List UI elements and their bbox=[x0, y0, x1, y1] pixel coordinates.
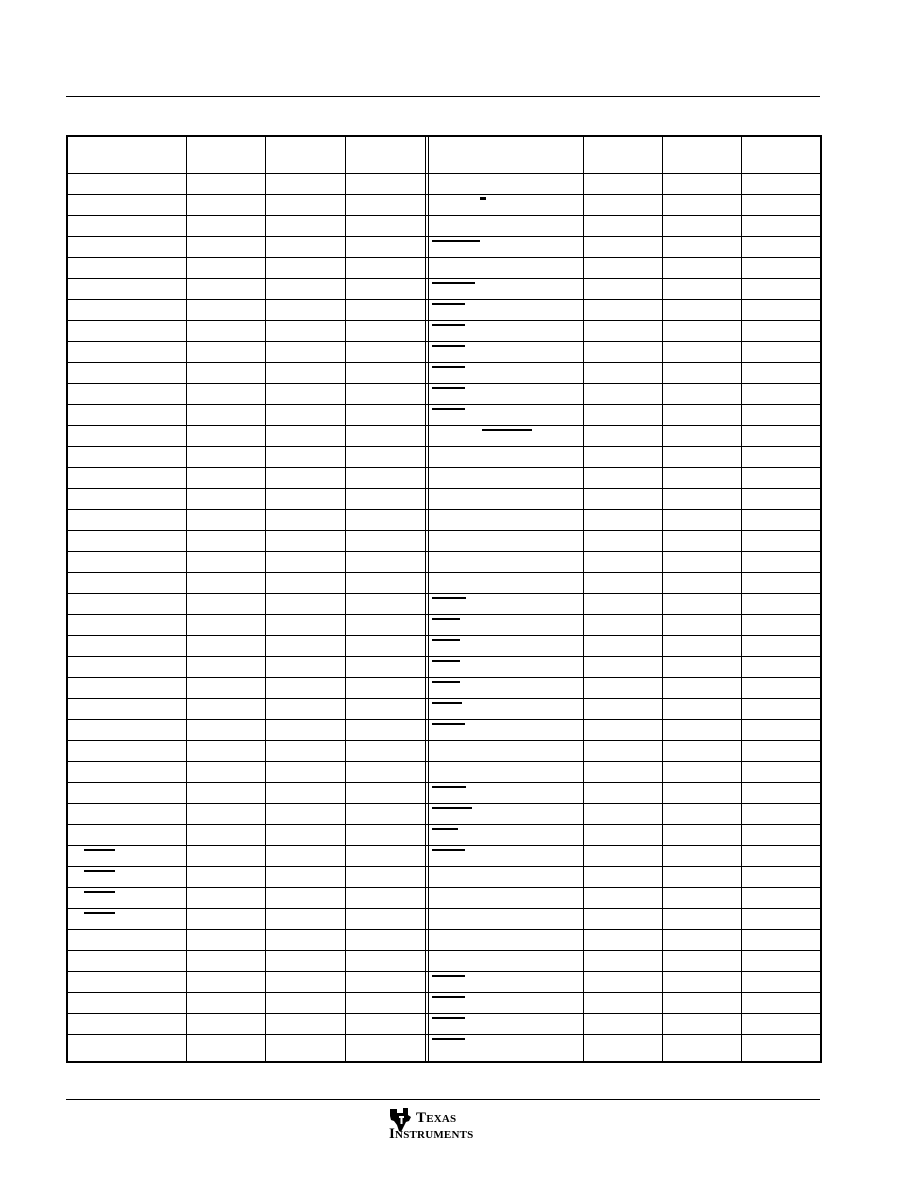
signal-overbar bbox=[84, 870, 115, 872]
signal-mark bbox=[480, 197, 486, 200]
table-row-line bbox=[68, 593, 820, 594]
table-row-line bbox=[68, 530, 820, 531]
table-row-line bbox=[68, 803, 820, 804]
signal-overbar bbox=[432, 849, 465, 851]
table-column-divider bbox=[425, 137, 429, 1061]
texas-instruments-logo bbox=[388, 1107, 498, 1147]
table-column-line bbox=[265, 137, 266, 1061]
table-row-line bbox=[68, 278, 820, 279]
table-row-line bbox=[68, 845, 820, 846]
table-row-line bbox=[68, 194, 820, 195]
logo-wordmark-texas: TEXAS bbox=[416, 1110, 457, 1126]
table-row-line bbox=[68, 950, 820, 951]
signal-overbar bbox=[432, 282, 475, 284]
signal-overbar bbox=[432, 807, 472, 809]
table-row-line bbox=[68, 782, 820, 783]
table-row-line bbox=[68, 236, 820, 237]
signal-overbar bbox=[432, 723, 465, 725]
signal-overbar bbox=[482, 429, 532, 431]
table-row-line bbox=[68, 929, 820, 930]
signal-overbar bbox=[432, 975, 465, 977]
table-row-line bbox=[68, 509, 820, 510]
signal-overbar bbox=[432, 702, 462, 704]
table-row-line bbox=[68, 446, 820, 447]
table-row-line bbox=[68, 299, 820, 300]
table-row-line bbox=[68, 824, 820, 825]
signal-overbar bbox=[432, 303, 465, 305]
footer-rule bbox=[66, 1099, 820, 1100]
signal-overbar bbox=[432, 639, 460, 641]
table-column-line bbox=[345, 137, 346, 1061]
logo-wordmark-instruments: INSTRUMENTS bbox=[389, 1126, 474, 1142]
signal-overbar bbox=[432, 345, 465, 347]
table-column-line bbox=[583, 137, 584, 1061]
pinout-table bbox=[66, 135, 822, 1063]
table-row-line bbox=[68, 425, 820, 426]
signal-overbar bbox=[432, 1038, 465, 1040]
table-row-line bbox=[68, 614, 820, 615]
table-row-line bbox=[68, 908, 820, 909]
signal-overbar bbox=[432, 366, 465, 368]
signal-overbar bbox=[432, 240, 480, 242]
table-row-line bbox=[68, 1034, 820, 1035]
table-row-line bbox=[68, 1013, 820, 1014]
table-column-line bbox=[662, 137, 663, 1061]
signal-overbar bbox=[432, 681, 460, 683]
signal-overbar bbox=[432, 597, 466, 599]
table-row-line bbox=[68, 215, 820, 216]
table-row-line bbox=[68, 740, 820, 741]
table-row-line bbox=[68, 656, 820, 657]
signal-overbar bbox=[432, 618, 460, 620]
table-row-line bbox=[68, 761, 820, 762]
signal-overbar bbox=[432, 387, 465, 389]
signal-overbar bbox=[432, 1017, 465, 1019]
table-row-line bbox=[68, 404, 820, 405]
signal-overbar bbox=[84, 849, 115, 851]
table-row-line bbox=[68, 341, 820, 342]
table-header-separator bbox=[68, 173, 820, 174]
table-row-line bbox=[68, 698, 820, 699]
signal-overbar bbox=[84, 912, 115, 914]
signal-overbar bbox=[432, 786, 466, 788]
signal-overbar bbox=[432, 324, 465, 326]
signal-overbar bbox=[432, 996, 465, 998]
table-column-line bbox=[741, 137, 742, 1061]
table-row-line bbox=[68, 551, 820, 552]
table-row-line bbox=[68, 383, 820, 384]
signal-overbar bbox=[84, 891, 115, 893]
table-row-line bbox=[68, 488, 820, 489]
table-row-line bbox=[68, 677, 820, 678]
table-row-line bbox=[68, 971, 820, 972]
table-row-line bbox=[68, 866, 820, 867]
signal-overbar bbox=[432, 828, 458, 830]
table-row-line bbox=[68, 887, 820, 888]
table-row-line bbox=[68, 719, 820, 720]
table-row-line bbox=[68, 467, 820, 468]
table-row-line bbox=[68, 257, 820, 258]
signal-overbar bbox=[432, 408, 465, 410]
table-row-line bbox=[68, 992, 820, 993]
table-row-line bbox=[68, 320, 820, 321]
table-row-line bbox=[68, 635, 820, 636]
table-row-line bbox=[68, 362, 820, 363]
table-column-line bbox=[186, 137, 187, 1061]
table-row-line bbox=[68, 572, 820, 573]
header-rule bbox=[66, 96, 820, 97]
signal-overbar bbox=[432, 660, 460, 662]
